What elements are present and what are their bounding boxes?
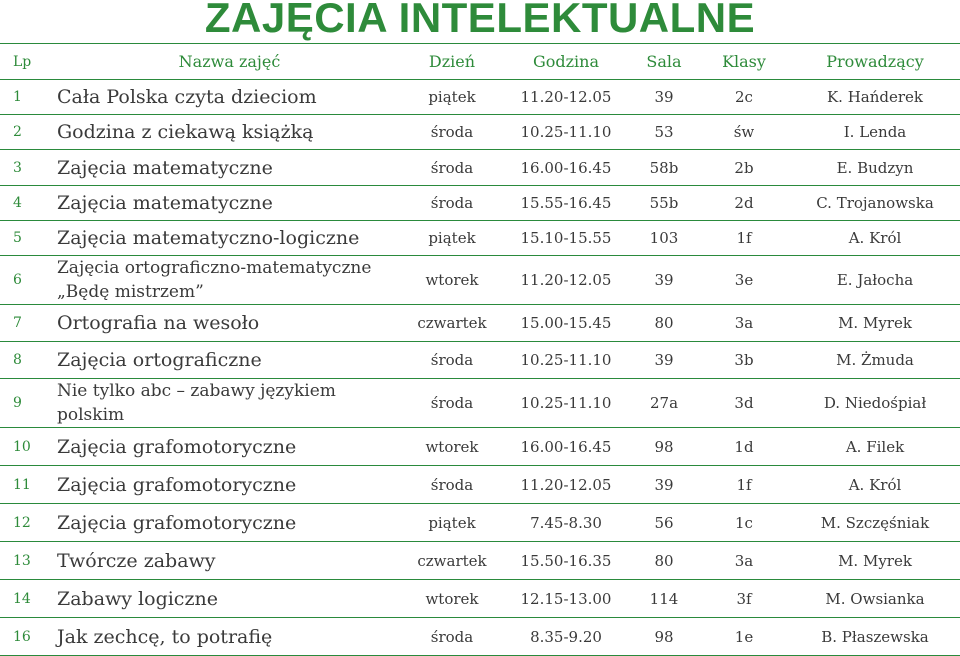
row-name-line1: Zajęcia ortograficzno-matematyczne (57, 258, 372, 278)
table-row (0, 115, 960, 150)
row-name: Zajęcia grafomotoryczne (57, 504, 402, 542)
row-hour: 16.00-16.45 (502, 428, 630, 466)
row-class: 3f (698, 580, 790, 618)
row-day: wtorek (402, 256, 502, 305)
row-lp: 7 (0, 305, 57, 342)
table-row (0, 618, 960, 656)
table-row (0, 466, 960, 504)
page-title: ZAJĘCIA INTELEKTUALNE (204, 0, 756, 41)
header-room: Sala (630, 44, 698, 80)
row-name: Jak zechcę, to potrafię (57, 618, 402, 656)
row-name: Zajęcia matematyczne (57, 186, 402, 221)
row-name: Zajęcia matematyczno-logiczne (57, 221, 402, 256)
row-name-line2: polskim (57, 405, 125, 425)
row-room: 27a (630, 379, 698, 428)
row-class: 2c (698, 80, 790, 115)
row-day: czwartek (402, 305, 502, 342)
row-room: 39 (630, 256, 698, 305)
row-name: Cała Polska czyta dzieciom (57, 80, 402, 115)
row-name: Ortografia na wesoło (57, 305, 402, 342)
row-hour: 10.25-11.10 (502, 342, 630, 379)
row-teacher: M. Myrek (790, 305, 960, 342)
table-row (0, 542, 960, 580)
row-name: Zajęcia matematyczne (57, 150, 402, 186)
row-teacher: I. Lenda (790, 115, 960, 150)
row-class: 2d (698, 186, 790, 221)
row-lp: 16 (0, 618, 57, 656)
row-hour: 7.45-8.30 (502, 504, 630, 542)
row-room: 103 (630, 221, 698, 256)
table-row (0, 186, 960, 221)
row-name: Zajęcia grafomotoryczne (57, 466, 402, 504)
row-hour: 11.20-12.05 (502, 80, 630, 115)
row-room: 80 (630, 542, 698, 580)
table-row (0, 342, 960, 379)
row-lp: 12 (0, 504, 57, 542)
row-class: 3a (698, 542, 790, 580)
row-lp: 11 (0, 466, 57, 504)
row-lp: 8 (0, 342, 57, 379)
row-teacher: B. Płaszewska (790, 618, 960, 656)
row-name: Zajęcia ortograficzne (57, 342, 402, 379)
row-class: 1e (698, 618, 790, 656)
row-name: Godzina z ciekawą książką (57, 115, 402, 150)
table-row (0, 150, 960, 186)
header-hour: Godzina (502, 44, 630, 80)
row-teacher: M. Myrek (790, 542, 960, 580)
table-row (0, 256, 960, 305)
row-day: środa (402, 150, 502, 186)
header-row (0, 44, 960, 80)
row-day: piątek (402, 221, 502, 256)
row-hour: 11.20-12.05 (502, 466, 630, 504)
table-row (0, 428, 960, 466)
row-day: wtorek (402, 580, 502, 618)
row-teacher: M. Szczęśniak (790, 504, 960, 542)
row-lp: 9 (0, 379, 57, 428)
row-day: środa (402, 618, 502, 656)
header-lp: Lp (0, 44, 57, 80)
row-lp: 1 (0, 80, 57, 115)
table-row (0, 221, 960, 256)
row-teacher: E. Budzyn (790, 150, 960, 186)
row-class: św (698, 115, 790, 150)
row-lp: 13 (0, 542, 57, 580)
row-lp: 3 (0, 150, 57, 186)
row-room: 56 (630, 504, 698, 542)
table-row (0, 504, 960, 542)
header-name: Nazwa zajęć (57, 44, 402, 80)
row-day: środa (402, 379, 502, 428)
row-lp: 10 (0, 428, 57, 466)
table-row (0, 580, 960, 618)
row-lp: 6 (0, 256, 57, 305)
row-room: 39 (630, 466, 698, 504)
row-lp: 14 (0, 580, 57, 618)
row-class: 3e (698, 256, 790, 305)
row-teacher: E. Jałocha (790, 256, 960, 305)
row-name-line2: „Będę mistrzem” (57, 282, 204, 302)
row-name: Zabawy logiczne (57, 580, 402, 618)
row-teacher: D. Niedośpiał (790, 379, 960, 428)
row-teacher: A. Król (790, 466, 960, 504)
row-lp: 4 (0, 186, 57, 221)
row-teacher: C. Trojanowska (790, 186, 960, 221)
row-teacher: M. Żmuda (790, 342, 960, 379)
row-name: Twórcze zabawy (57, 542, 402, 580)
row-hour: 15.50-16.35 (502, 542, 630, 580)
row-hour: 15.10-15.55 (502, 221, 630, 256)
row-room: 39 (630, 342, 698, 379)
row-teacher: A. Król (790, 221, 960, 256)
row-room: 58b (630, 150, 698, 186)
row-room: 39 (630, 80, 698, 115)
header-teacher: Prowadzący (790, 44, 960, 80)
row-room: 98 (630, 618, 698, 656)
row-room: 80 (630, 305, 698, 342)
row-day: środa (402, 115, 502, 150)
row-hour: 15.55-16.45 (502, 186, 630, 221)
row-day: środa (402, 466, 502, 504)
row-name (57, 256, 402, 305)
row-teacher: M. Owsianka (790, 580, 960, 618)
header-class: Klasy (698, 44, 790, 80)
row-class: 1f (698, 221, 790, 256)
row-day: czwartek (402, 542, 502, 580)
row-day: piątek (402, 80, 502, 115)
table-row (0, 305, 960, 342)
row-hour: 15.00-15.45 (502, 305, 630, 342)
table-row (0, 379, 960, 428)
row-hour: 11.20-12.05 (502, 256, 630, 305)
row-room: 53 (630, 115, 698, 150)
row-name-line1: Nie tylko abc – zabawy językiem (57, 381, 336, 401)
row-day: środa (402, 186, 502, 221)
row-room: 55b (630, 186, 698, 221)
row-hour: 8.35-9.20 (502, 618, 630, 656)
header-day: Dzień (402, 44, 502, 80)
row-hour: 10.25-11.10 (502, 379, 630, 428)
row-name: Zajęcia grafomotoryczne (57, 428, 402, 466)
row-name (57, 379, 402, 428)
row-room: 114 (630, 580, 698, 618)
table-body (0, 80, 960, 656)
row-day: środa (402, 342, 502, 379)
row-class: 1f (698, 466, 790, 504)
row-teacher: K. Hańderek (790, 80, 960, 115)
schedule-table (0, 43, 960, 656)
row-teacher: A. Filek (790, 428, 960, 466)
row-hour: 12.15-13.00 (502, 580, 630, 618)
row-class: 2b (698, 150, 790, 186)
row-hour: 10.25-11.10 (502, 115, 630, 150)
row-class: 1c (698, 504, 790, 542)
row-lp: 2 (0, 115, 57, 150)
row-room: 98 (630, 428, 698, 466)
row-day: piątek (402, 504, 502, 542)
row-class: 3a (698, 305, 790, 342)
row-day: wtorek (402, 428, 502, 466)
table-row (0, 80, 960, 115)
row-class: 1d (698, 428, 790, 466)
row-class: 3b (698, 342, 790, 379)
row-class: 3d (698, 379, 790, 428)
row-hour: 16.00-16.45 (502, 150, 630, 186)
row-lp: 5 (0, 221, 57, 256)
